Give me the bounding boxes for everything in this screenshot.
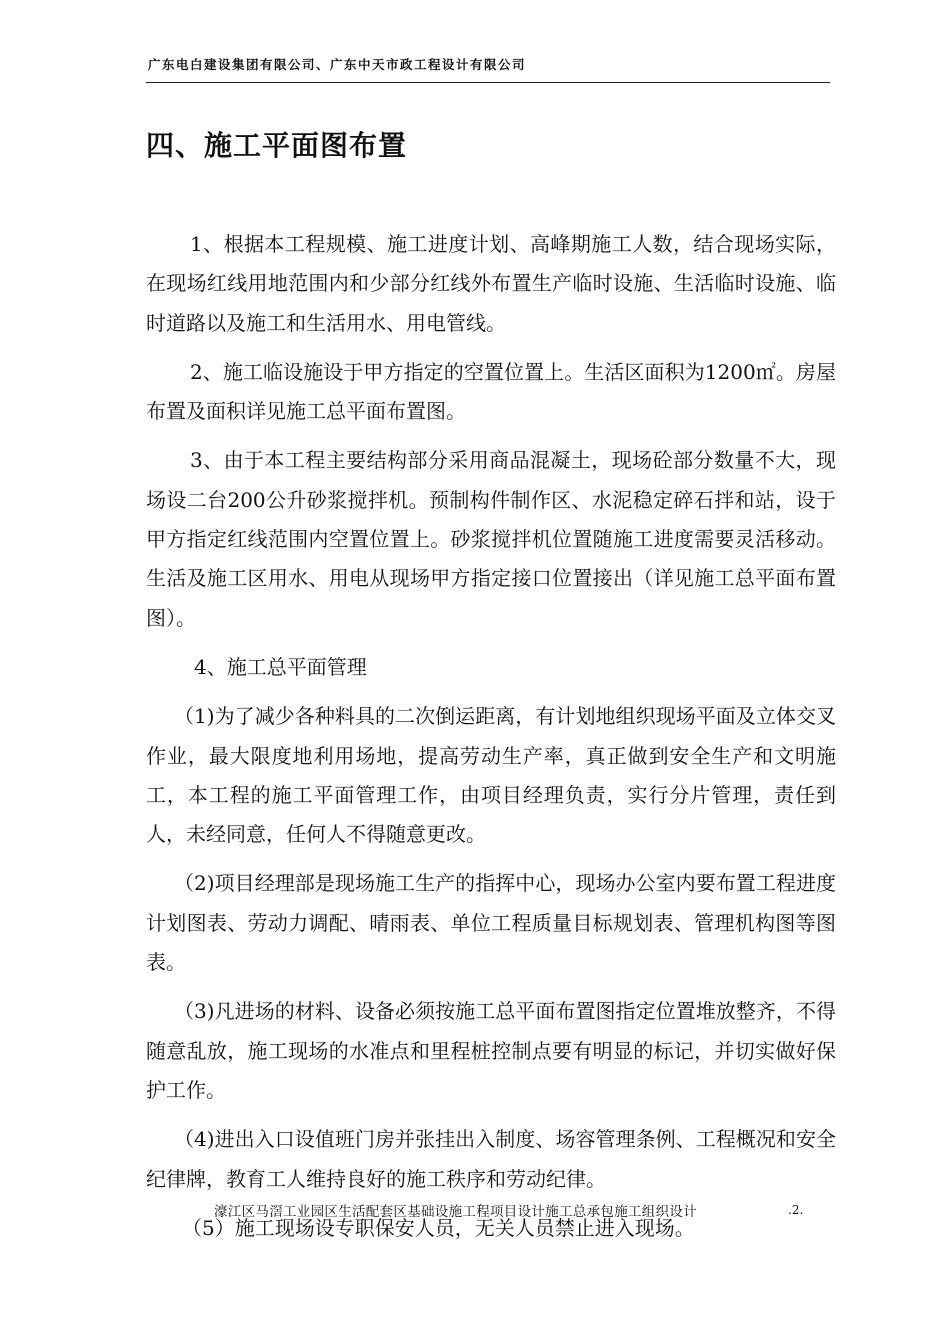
body-content [146, 225, 836, 1248]
header-company: 广东电白建设集团有限公司、广东中天市政工程设计有限公司 [148, 57, 527, 72]
paragraph-1: 1、根据本工程规模、施工进度计划、高峰期施工人数，结合现场实际，在现场红线用地范围内和少部分红线外布置生产临时设施、生活临时设施、临时道路以及施工和生活用水、用电管线。 [146, 232, 836, 335]
page-number: .2. [788, 1203, 804, 1217]
footer-project-title: 濠江区马滘工业园区生活配套区基础设施工程项目设计施工总承包施工组织设计 [214, 1204, 697, 1220]
paragraph-6: （2)项目经理部是现场施工生产的指挥中心，现场办公室内要布置工程进度计划图表、劳动力调配、晴雨表、单位工程质量目标规划表、管理机构图等图表。 [146, 871, 836, 975]
paragraph-3: 3、由于本工程主要结构部分采用商品混凝土，现场砼部分数量不大，现场设二台200公升砂浆搅拌机。预制构件制作区、水泥稳定碎石拌和站，设于甲方指定红线范围内空置位置上。砂浆搅拌机位置随施工进度需要灵活移动。生活及施工区用水、用电从现场甲方指定接口位置接出（详见施工总平面布置图）。 [146, 448, 836, 630]
paragraph-5: （1)为了减少各种料具的二次倒运距离，有计划地组织现场平面及立体交叉作业，最大限度地利用场地，提高劳动生产率，真正做到安全生产和文明施工，本工程的施工平面管理工作，由项目经理负责，实行分片管理，责任到人，未经同意，任何人不得随意更改。 [146, 704, 836, 847]
paragraph-4: 4、施工总平面管理 [194, 654, 367, 679]
paragraph-8: （4)进出入口设值班门房并张挂出入制度、场容管理条例、工程概况和安全纪律牌，教育工人维持良好的施工秩序和劳动纪律。 [146, 1127, 836, 1191]
header-divider [146, 82, 830, 83]
page-title: 四、施工平面图布置 [146, 129, 408, 162]
paragraph-7: （3)凡进场的材料、设备必须按施工总平面布置图指定位置堆放整齐，不得随意乱放，施工现场的水准点和里程桩控制点要有明显的标记，并切实做好保护工作。 [146, 999, 836, 1102]
paragraph-2: 2、施工临设施设于甲方指定的空置位置上。生活区面积为1200㎡。房屋布置及面积详见施工总平面布置图。 [146, 359, 836, 424]
paragraph-9: （5）施工现场设专职保安人员，无关人员禁止进入现场。 [182, 1215, 695, 1240]
